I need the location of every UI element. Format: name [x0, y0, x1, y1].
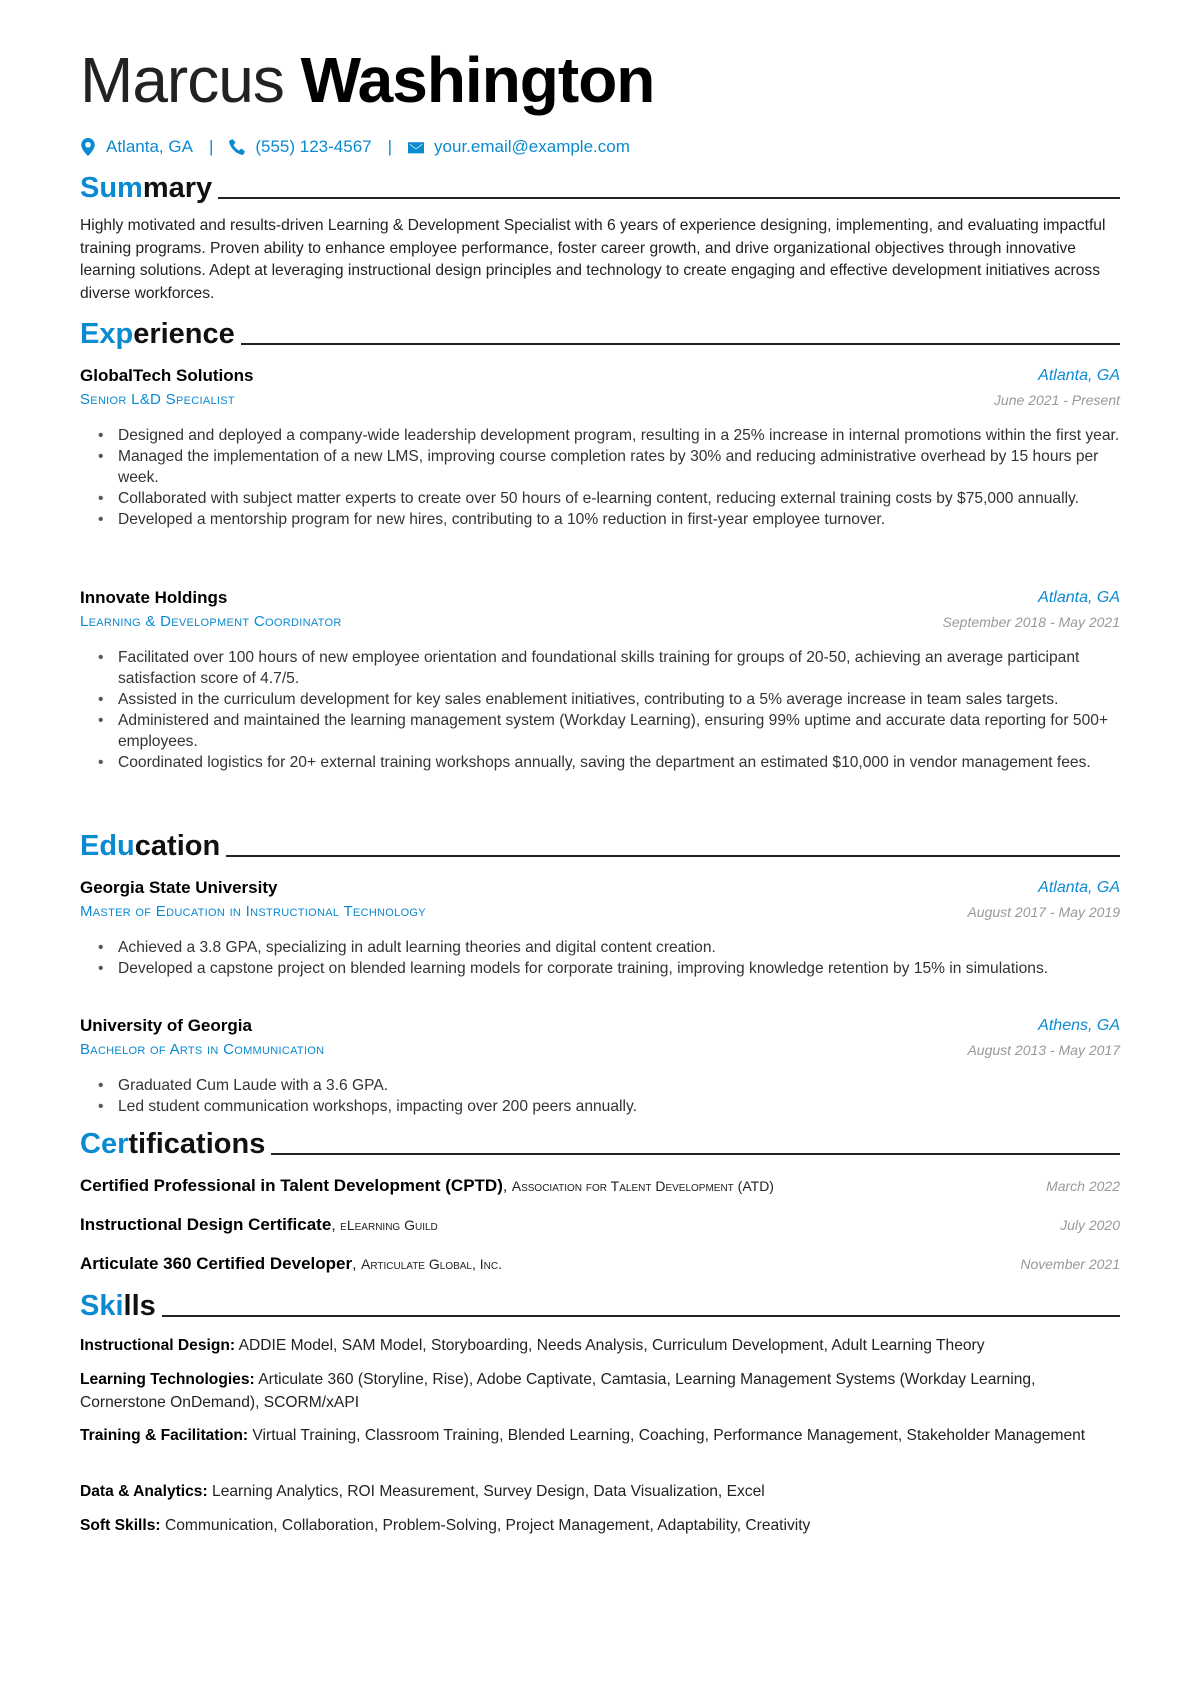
divider — [218, 197, 1120, 199]
phone-link[interactable]: (555) 123-4567 — [255, 137, 372, 156]
bullet: • Achieved a 3.8 GPA, specializing in adult learning theories and digital content creation. — [118, 937, 1120, 958]
summary-text: Highly motivated and results-driven Learning & Development Specialist with 6 years of experience designing, implementing, and evaluating impactful training programs. Proven ability to enhance employee performance, foster career growth, and drive organizational objectives through innovative learning solutions. Adept at leveraging instructional design principles and technology to create engaging and effective development initiatives across diverse workforces. — [80, 217, 1106, 303]
bullet: • Managed the implementation of a new LMS, improving course completion rates by 30% and reducing administrative overhead by 15 hours per week. — [118, 446, 1120, 488]
institution: University of Georgia — [80, 1016, 252, 1035]
bullet: • Coordinated logistics for 20+ external training workshops annually, saving the department an estimated $10,000 in vendor management fees. — [118, 752, 1120, 773]
entry-dates: June 2021 - Present — [993, 392, 1120, 408]
divider — [162, 1315, 1120, 1317]
organization: GlobalTech Solutions — [80, 366, 254, 385]
section-heading-experience: Exp erience — [80, 316, 1120, 352]
organization: Innovate Holdings — [80, 588, 228, 607]
degree: Bachelor of Arts in Communication — [80, 1041, 325, 1058]
entry-dates: September 2018 - May 2021 — [942, 614, 1120, 630]
divider — [271, 1153, 1120, 1155]
degree: Master of Education in Instructional Technology — [80, 903, 426, 920]
bullet: • Collaborated with subject matter experts to create over 50 hours of e-learning content, reducing external training costs by $75,000 annually. — [118, 488, 1120, 509]
entry-location: Atlanta, GA — [1038, 589, 1120, 606]
bullet: • Graduated Cum Laude with a 3.6 GPA. — [118, 1075, 1120, 1096]
certification-item: Instructional Design Certificate, eLearning Guild July 2020 — [80, 1215, 1120, 1234]
section-heading-certifications: Cer tifications — [80, 1126, 1120, 1162]
entry-location: Athens, GA — [1038, 1017, 1120, 1034]
experience-entry — [80, 364, 1120, 530]
contact-line — [80, 134, 1120, 160]
certification-item: Articulate 360 Certified Developer, Articulate Global, Inc. November 2021 — [80, 1254, 1120, 1273]
phone-icon — [229, 138, 245, 156]
bullet: • Administered and maintained the learning management system (Workday Learning), ensuring 99% uptime and accurate data reporting for 500+ employees. — [118, 710, 1120, 752]
skill-row: Soft Skills: Communication, Collaboration, Problem-Solving, Project Management, Adaptability, Creativity — [80, 1517, 811, 1534]
bullet: • Assisted in the curriculum development for key sales enablement initiatives, contributing to a 5% average increase in team sales targets. — [118, 689, 1120, 710]
location-pin-icon — [80, 138, 96, 156]
section-heading-education: Edu cation — [80, 828, 1120, 864]
bullet: • Developed a capstone project on blended learning models for corporate training, improving knowledge retention by 15% in simulations. — [118, 958, 1120, 979]
bullet: • Developed a mentorship program for new hires, contributing to a 10% reduction in first-year employee turnover. — [118, 509, 1120, 530]
skill-row: Instructional Design: ADDIE Model, SAM Model, Storyboarding, Needs Analysis, Curriculum Development, Adult Learning Theory — [80, 1337, 985, 1354]
skill-row: Learning Technologies: Articulate 360 (Storyline, Rise), Adobe Captivate, Camtasia, Learning Management Systems (Workday Learning, Cornerstone OnDemand), SCORM/xAPI — [80, 1371, 1036, 1411]
education-entry — [80, 1014, 1120, 1117]
entry-location: Atlanta, GA — [1038, 879, 1120, 896]
divider — [226, 855, 1120, 857]
role: Senior L&D Specialist — [80, 391, 235, 408]
experience-entry — [80, 586, 1120, 773]
section-heading-summary: Sum mary — [80, 170, 1120, 206]
bullet: • Designed and deployed a company-wide leadership development program, resulting in a 25% increase in internal promotions within the first year. — [118, 425, 1120, 446]
entry-location: Atlanta, GA — [1038, 367, 1120, 384]
divider — [241, 343, 1120, 345]
separator: | — [208, 137, 214, 156]
candidate-name: Marcus Washington — [80, 44, 655, 116]
bullet: • Facilitated over 100 hours of new employee orientation and foundational skills training for groups of 20-50, achieving an average participant satisfaction score of 4.7/5. — [118, 647, 1120, 689]
role: Learning & Development Coordinator — [80, 613, 342, 630]
location: Atlanta, GA — [106, 137, 193, 156]
institution: Georgia State University — [80, 878, 278, 897]
skill-row: Data & Analytics: Learning Analytics, ROI Measurement, Survey Design, Data Visualization, Excel — [80, 1483, 765, 1500]
skill-row: Training & Facilitation: Virtual Training, Classroom Training, Blended Learning, Coaching, Performance Management, Stakeholder Management — [80, 1427, 1086, 1444]
email-link[interactable]: your.email@example.com — [434, 137, 630, 156]
education-entry — [80, 876, 1120, 979]
certification-item: Certified Professional in Talent Development (CPTD), Association for Talent Development (ATD) March 2022 — [80, 1176, 1120, 1195]
section-heading-skills: Ski lls — [80, 1288, 1120, 1324]
email-icon — [408, 138, 424, 156]
bullet: • Led student communication workshops, impacting over 200 peers annually. — [118, 1096, 1120, 1117]
entry-dates: August 2013 - May 2017 — [967, 1042, 1120, 1058]
entry-dates: August 2017 - May 2019 — [967, 904, 1120, 920]
separator: | — [387, 137, 393, 156]
